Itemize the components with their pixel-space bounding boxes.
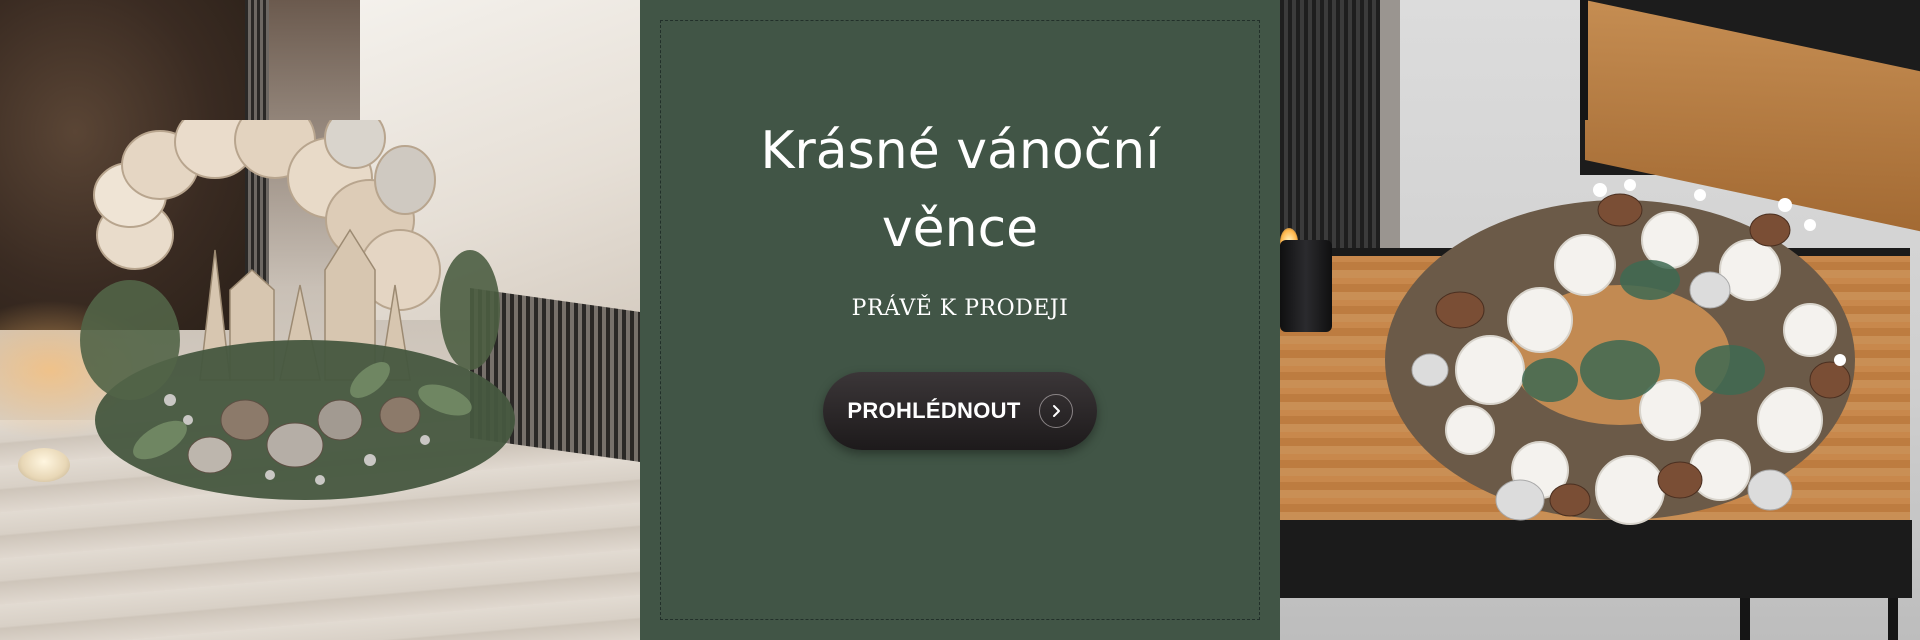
- browse-button-label: PROHLÉDNOUT: [847, 398, 1021, 423]
- wood-slices: [94, 120, 440, 310]
- left-wreath-photo: [0, 0, 640, 640]
- banner-title: Krásné vánoční věnce: [760, 121, 1160, 259]
- table-leg: [1888, 598, 1898, 640]
- chevron-right-icon: [1039, 394, 1073, 428]
- table-leg: [1740, 598, 1750, 640]
- white-pinecone-wreath: [1370, 170, 1870, 550]
- tealight-candle: [18, 448, 70, 482]
- banner-subtitle: PRÁVĚ K PRODEJI: [851, 296, 1069, 321]
- browse-button[interactable]: [823, 372, 1097, 450]
- promo-panel: [640, 0, 1280, 640]
- wooden-slice-wreath: [70, 120, 540, 540]
- back-shelf-leg: [1580, 0, 1588, 120]
- right-wreath-photo: [1280, 0, 1920, 640]
- dark-radiator: [1280, 0, 1380, 250]
- black-candle: [1280, 240, 1332, 332]
